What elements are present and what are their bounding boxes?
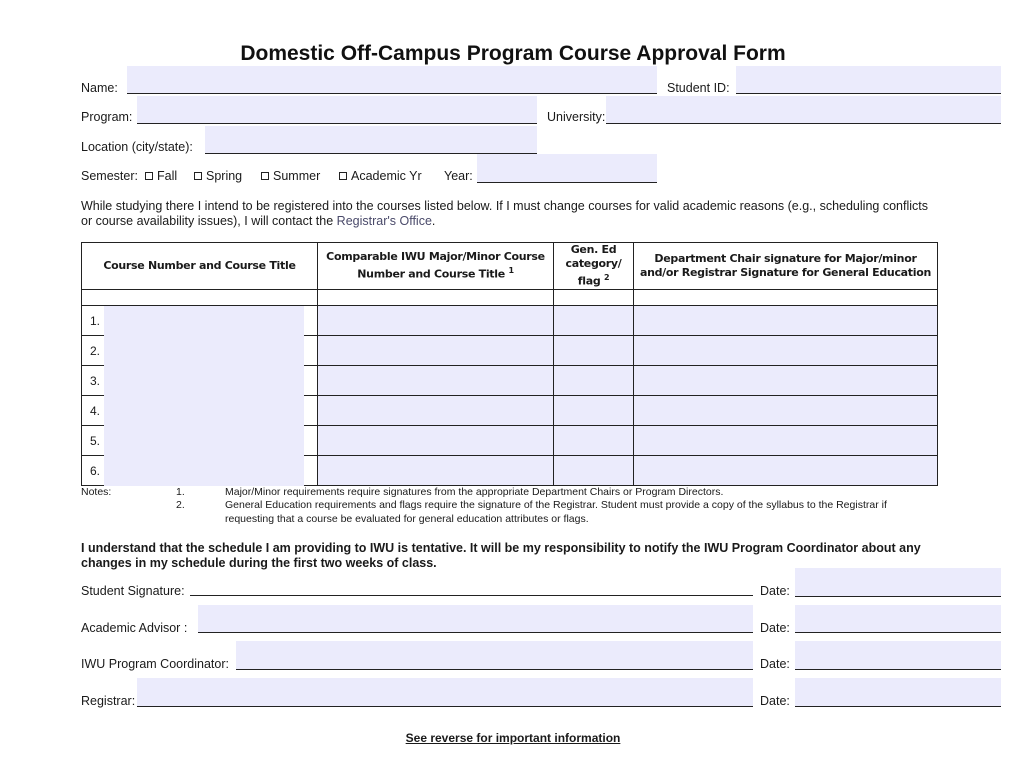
- registrar-field[interactable]: [137, 678, 753, 707]
- name-label: Name:: [81, 81, 118, 95]
- university-label: University:: [547, 110, 606, 124]
- year-field[interactable]: [477, 154, 657, 183]
- date-label: Date:: [760, 584, 790, 598]
- see-reverse-link[interactable]: See reverse for important information: [405, 731, 621, 745]
- program-field[interactable]: [137, 96, 537, 124]
- semester-option-fall[interactable]: Fall: [145, 169, 177, 183]
- semester-label: Semester:: [81, 169, 138, 183]
- comparable-course-field[interactable]: [318, 396, 553, 425]
- program-label: Program:: [81, 110, 133, 124]
- location-label: Location (city/state):: [81, 140, 193, 154]
- row-number: 5.: [90, 433, 101, 448]
- signature-field[interactable]: [634, 306, 937, 335]
- course-number-title-field[interactable]: [104, 366, 304, 396]
- header-gen-ed-category: Gen. Ed category/ flag $^2$: [554, 243, 634, 290]
- table-row: [82, 425, 938, 455]
- gen-ed-flag-field[interactable]: [554, 396, 633, 425]
- note-text: General Education requirements and flags require the signature of the Registrar. Student must provide a copy of the syllabus to the Registrar if requesting that a course be evaluated for general education attributes or flags.: [225, 499, 887, 525]
- header-department-signature: Department Chair signature for Major/minor and/or Registrar Signature for General Education: [634, 243, 938, 290]
- program-coordinator-label: IWU Program Coordinator:: [81, 657, 229, 671]
- student-id-label: Student ID:: [667, 81, 730, 95]
- student-signature-field[interactable]: [190, 572, 753, 596]
- comparable-course-field[interactable]: [318, 456, 553, 485]
- signature-field[interactable]: [634, 396, 937, 425]
- comparable-course-field[interactable]: [318, 336, 553, 365]
- gen-ed-flag-field[interactable]: [554, 366, 633, 395]
- checkbox-icon[interactable]: [261, 172, 269, 180]
- gen-ed-flag-field[interactable]: [554, 426, 633, 455]
- row-number: 3.: [90, 373, 101, 388]
- program-coordinator-field[interactable]: [236, 641, 753, 670]
- course-number-title-field[interactable]: [104, 456, 304, 486]
- comparable-course-field[interactable]: [318, 366, 553, 395]
- signature-field[interactable]: [634, 336, 937, 365]
- location-field[interactable]: [205, 126, 537, 154]
- course-number-title-field[interactable]: [104, 336, 304, 366]
- note-number: 2.: [176, 499, 185, 511]
- table-row: [82, 395, 938, 425]
- university-field[interactable]: [606, 96, 1001, 124]
- header-course-number-title: Course Number and Course Title: [82, 243, 318, 290]
- course-number-title-field[interactable]: [104, 426, 304, 456]
- table-row: [82, 455, 938, 485]
- semester-option-summer[interactable]: Summer: [261, 169, 320, 183]
- gen-ed-flag-field[interactable]: [554, 306, 633, 335]
- comparable-course-field[interactable]: [318, 426, 553, 455]
- row-number: 2.: [90, 343, 101, 358]
- course-number-title-field[interactable]: [104, 396, 304, 426]
- row-number: 4.: [90, 403, 101, 418]
- table-row: [82, 305, 938, 335]
- checkbox-icon[interactable]: [339, 172, 347, 180]
- semester-option-academic-yr[interactable]: Academic Yr: [339, 169, 422, 183]
- notes-label: Notes:: [81, 486, 112, 498]
- registrar-label: Registrar:: [81, 694, 136, 708]
- table-row: [82, 365, 938, 395]
- registrar-office-link[interactable]: Registrar's Office: [336, 214, 432, 228]
- checkbox-icon[interactable]: [145, 172, 153, 180]
- course-table: [81, 242, 938, 486]
- registrar-date-field[interactable]: [795, 678, 1001, 707]
- academic-advisor-field[interactable]: [198, 605, 753, 633]
- gen-ed-flag-field[interactable]: [554, 336, 633, 365]
- acknowledgement-text: I understand that the schedule I am providing to IWU is tentative. It will be my responsibility to notify the IWU Program Coordinator about any changes in my schedule during the first two weeks of class.: [81, 541, 921, 570]
- student-id-field[interactable]: [736, 66, 1001, 94]
- student-date-field[interactable]: [795, 568, 1001, 597]
- form-title: Domestic Off-Campus Program Course Approval Form: [240, 42, 786, 65]
- table-row: [82, 335, 938, 365]
- course-number-title-field[interactable]: [104, 306, 304, 336]
- row-number: 6.: [90, 463, 101, 478]
- date-label: Date:: [760, 694, 790, 708]
- note-text: Major/Minor requirements require signatures from the appropriate Department Chairs or Program Directors.: [225, 486, 724, 498]
- semester-option-spring[interactable]: Spring: [194, 169, 242, 183]
- signature-field[interactable]: [634, 456, 937, 485]
- checkbox-icon[interactable]: [194, 172, 202, 180]
- date-label: Date:: [760, 621, 790, 635]
- intro-paragraph: While studying there I intend to be registered into the courses listed below. If I must change courses for valid academic reasons (e.g., scheduling conflicts or course availability issues), I will contact the Registrar's Office.: [81, 199, 928, 228]
- comparable-course-field[interactable]: [318, 306, 553, 335]
- header-comparable-iwu-course: Comparable IWU Major/Minor Course Number and Course Title $^1$: [318, 243, 554, 290]
- year-label: Year:: [444, 169, 473, 183]
- name-field[interactable]: [127, 66, 657, 94]
- coordinator-date-field[interactable]: [795, 641, 1001, 670]
- date-label: Date:: [760, 657, 790, 671]
- advisor-date-field[interactable]: [795, 605, 1001, 633]
- row-number: 1.: [90, 313, 101, 328]
- signature-field[interactable]: [634, 366, 937, 395]
- gen-ed-flag-field[interactable]: [554, 456, 633, 485]
- academic-advisor-label: Academic Advisor :: [81, 621, 188, 635]
- note-number: 1.: [176, 486, 185, 498]
- signature-field[interactable]: [634, 426, 937, 455]
- student-signature-label: Student Signature:: [81, 584, 185, 598]
